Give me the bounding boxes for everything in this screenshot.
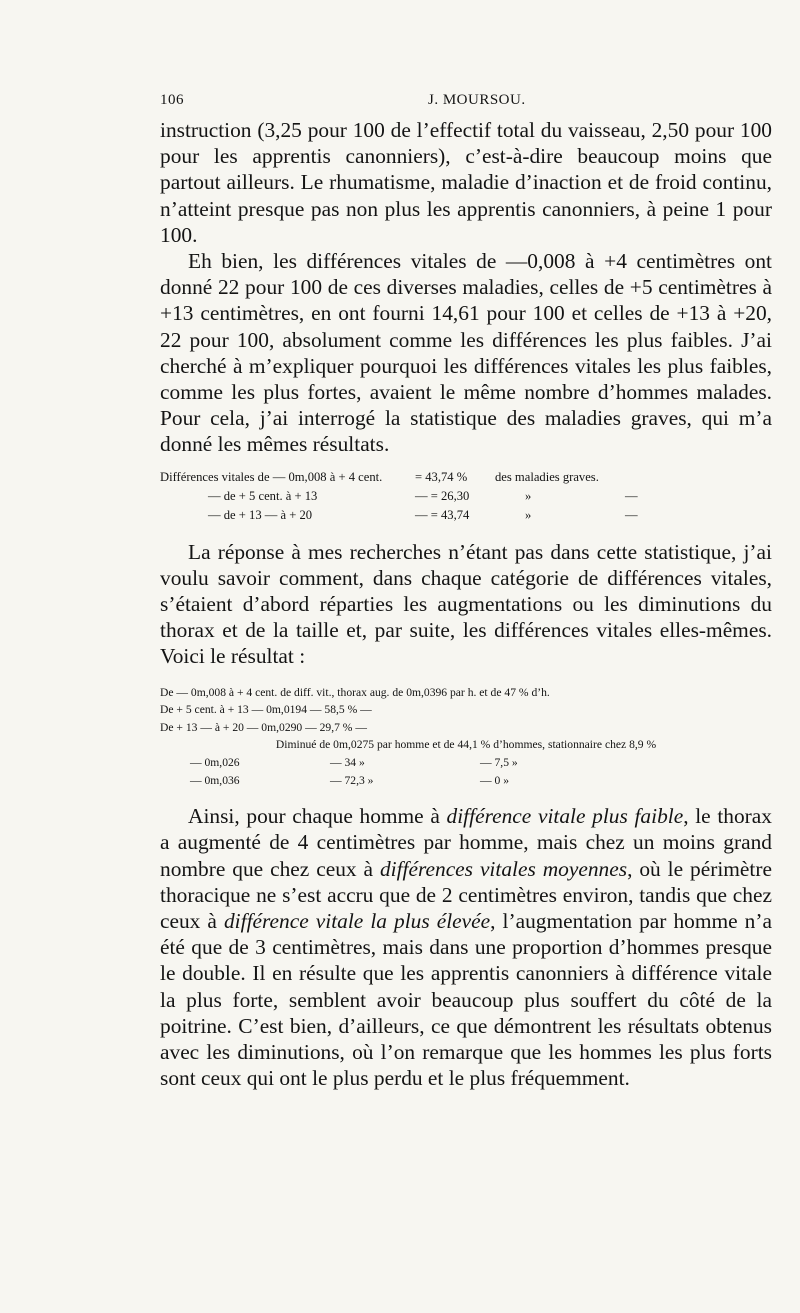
table-cell: — 72,3 » (330, 773, 374, 787)
table-cell: — = 26,30 (415, 488, 470, 503)
table-cell: — de + 5 cent. à + 13 (208, 488, 318, 503)
page-number: 106 (160, 92, 184, 108)
table-cell: — de + 13 — à + 20 (208, 507, 313, 522)
italic-term: différence vitale plus faible (446, 804, 684, 829)
table-row (160, 772, 772, 790)
text-run: , où le périmètre thoracique ne s’est accru que de 2 centimètres environ, tandis que chez ceux à (160, 856, 772, 934)
table-cell: — 0m,036 (190, 773, 240, 787)
table-cell: — (625, 488, 638, 503)
table-vital-differences (160, 468, 772, 525)
table-row (160, 487, 772, 506)
table-row (160, 468, 772, 487)
table-cell: — (625, 507, 638, 522)
italic-term: différences vitales moyennes (379, 856, 628, 881)
table-cell: = 43,74 % (415, 469, 468, 484)
italic-term: différence vitale la plus élevée (223, 909, 491, 934)
table-cell: » (525, 507, 532, 522)
table-cell: des maladies graves. (495, 469, 599, 484)
book-page (160, 92, 772, 1091)
paragraph-4 (160, 803, 772, 1091)
table-row (160, 506, 772, 525)
paragraph-2: Eh bien, les différences vitales de —0,008 à +4 centimètres ont donné 22 pour 100 de ces diverses maladies, celles de +5 centimètres à +13 centimètres, en ont fourni 14,61 pour 100 et celles de +13 à +20, 22 pour 100, absolument comme les différences les plus faibles. J’ai cherché à m’expliquer pourquoi les différences vitales les plus faibles, comme les plus fortes, avaient le même nombre d’hommes malades. Pour cela, j’ai interrogé la statistique des maladies graves, qui m’a donné les mêmes résultats. (160, 249, 772, 457)
table-row: De + 5 cent. à + 13 — 0m,0194 — 58,5 % — (160, 703, 372, 717)
table-row: De + 13 — à + 20 — 0m,0290 — 29,7 % — (160, 720, 367, 734)
running-title: J. MOURSOU. (428, 92, 526, 108)
table-cell: Différences vitales de — 0m,008 à + 4 cent. (160, 469, 383, 484)
table-cell: — 7,5 » (480, 756, 518, 770)
text-run: , le thorax a augmenté de 4 centimètres par homme, mais chez un moins grand nombre que chez ceux à (160, 804, 772, 881)
table-row (160, 754, 772, 772)
text-run: , l’augmentation par homme n’a été que de 3 centimètres, mais dans une proportion d’hommes presque le double. Il en résulte que les apprentis canonniers à différence vitale la plus forte, semblent avoir beaucoup plus souffert du côté de la poitrine. C’est bien, d’ailleurs, ce que démontrent les résultats obtenus avec les diminutions, où l’on remarque que les hommes les plus forts sont ceux qui ont le plus perdu et le plus fréquemment. (160, 909, 772, 1091)
table-cell: » (525, 488, 532, 503)
table-row: Diminué de 0m,0275 par homme et de 44,1 % d’hommes, stationnaire chez 8,9 % (275, 738, 657, 752)
text-run: Ainsi, pour chaque homme à (188, 804, 447, 829)
table-row: De — 0m,008 à + 4 cent. de diff. vit., thorax aug. de 0m,0396 par h. et de 47 % d’h. (160, 685, 550, 699)
paragraph-3: La réponse à mes recherches n’étant pas dans cette statistique, j’ai voulu savoir comment, dans chaque catégorie de différences vitales, s’étaient d’abord réparties les augmentations ou les diminutions du thorax et de la taille et, par suite, les différences vitales elles-mêmes. Voici le résultat : (160, 539, 772, 669)
paragraph-1: instruction (3,25 pour 100 de l’effectif total du vaisseau, 2,50 pour 100 pour les apprentis canonniers), c’est-à-dire beaucoup moins que partout ailleurs. Le rhumatisme, maladie d’inaction et de froid continu, n’atteint presque pas non plus les apprentis canonniers, à peine 1 pour 100. (160, 118, 772, 247)
table-cell: — = 43,74 (415, 507, 470, 522)
table-thorax-changes (160, 684, 772, 790)
table-cell: — 0m,026 (190, 756, 240, 770)
table-cell: — 0 » (480, 773, 509, 787)
running-header (160, 92, 772, 109)
table-cell: — 34 » (330, 756, 365, 770)
